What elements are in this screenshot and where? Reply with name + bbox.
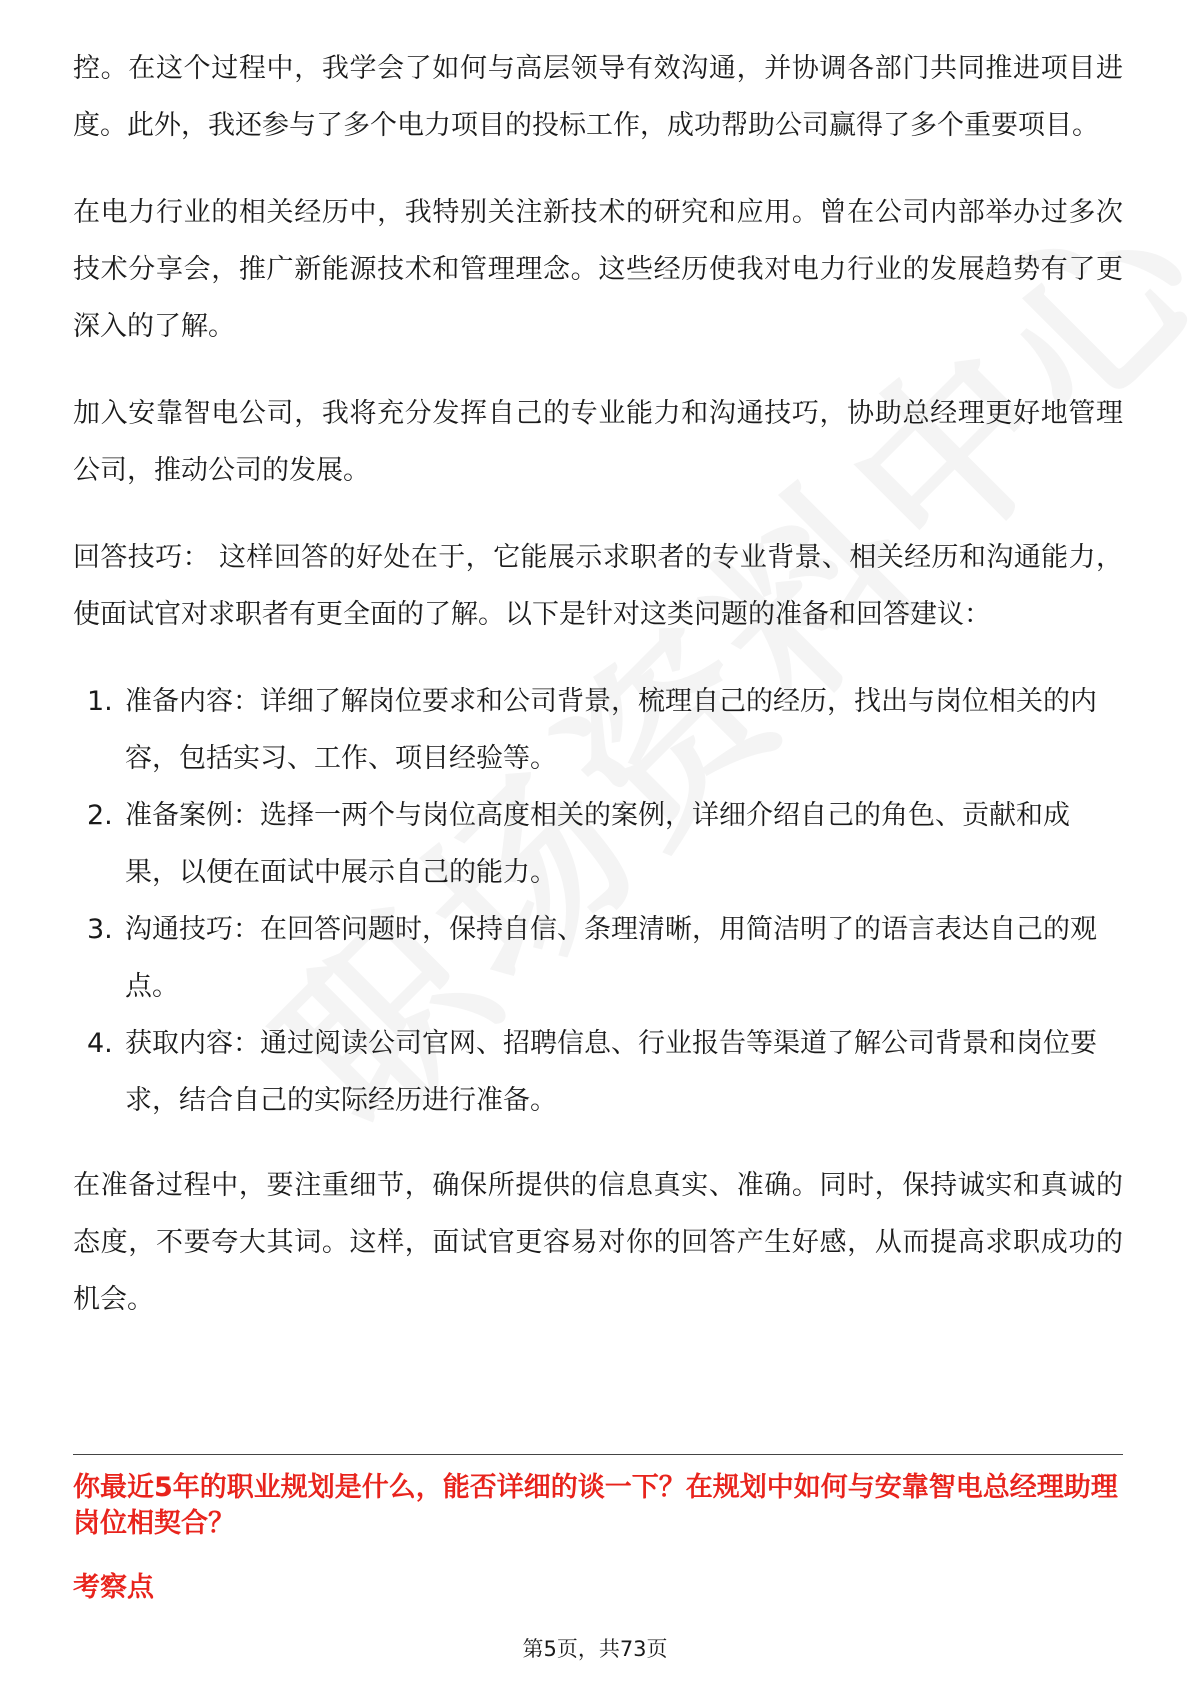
document-body [73, 40, 1123, 1358]
list-item-text: 准备内容：详细了解岗位要求和公司背景，梳理自己的经历，找出与岗位相关的内容，包括实习、工作、项目经验等。 [125, 686, 1097, 774]
list-item-text: 获取内容：通过阅读公司官网、招聘信息、行业报告等渠道了解公司背景和岗位要求，结合自己的实际经历进行准备。 [125, 1028, 1097, 1116]
paragraph-experience-continued: 控。在这个过程中，我学会了如何与高层领导有效沟通，并协调各部门共同推进项目进度。此外，我还参与了多个电力项目的投标工作，成功帮助公司赢得了多个重要项目。 [73, 53, 1123, 141]
list-item [73, 673, 1123, 787]
list-item [73, 787, 1123, 901]
paragraph-joining-company: 加入安靠智电公司，我将充分发挥自己的专业能力和沟通技巧，协助总经理更好地管理公司，推动公司的发展。 [73, 398, 1123, 486]
list-item [73, 1015, 1123, 1129]
list-item-number: 4. [87, 1028, 113, 1059]
page-number: 第5页，共73页 [522, 1637, 668, 1661]
list-item-text: 准备案例：选择一两个与岗位高度相关的案例，详细介绍自己的角色、贡献和成果，以便在面试中展示自己的能力。 [125, 800, 1070, 888]
paragraph-closing: 在准备过程中，要注重细节，确保所提供的信息真实、准确。同时，保持诚实和真诚的态度，不要夸大其词。这样，面试官更容易对你的回答产生好感，从而提高求职成功的机会。 [73, 1170, 1123, 1315]
list-item-number: 1. [87, 686, 113, 717]
section-divider [73, 1454, 1123, 1455]
list-item-number: 3. [87, 914, 113, 945]
question-heading: 你最近5年的职业规划是什么，能否详细的谈一下？在规划中如何与安靠智电总经理助理岗位相契合？ [73, 1472, 1118, 1539]
paragraph-answer-tips: 回答技巧： 这样回答的好处在于，它能展示求职者的专业背景、相关经历和沟通能力，使面试官对求职者有更全面的了解。以下是针对这类问题的准备和回答建议： [73, 542, 1123, 630]
paragraph-power-industry: 在电力行业的相关经历中，我特别关注新技术的研究和应用。曾在公司内部举办过多次技术分享会，推广新能源技术和管理理念。这些经历使我对电力行业的发展趋势有了更深入的了解。 [73, 197, 1123, 342]
list-item-number: 2. [87, 800, 113, 831]
list-item-text: 沟通技巧：在回答问题时，保持自信、条理清晰，用简洁明了的语言表达自己的观点。 [125, 914, 1097, 1002]
list-item [73, 901, 1123, 1015]
tips-list [73, 673, 1123, 1129]
section-label: 考察点 [73, 1572, 154, 1603]
